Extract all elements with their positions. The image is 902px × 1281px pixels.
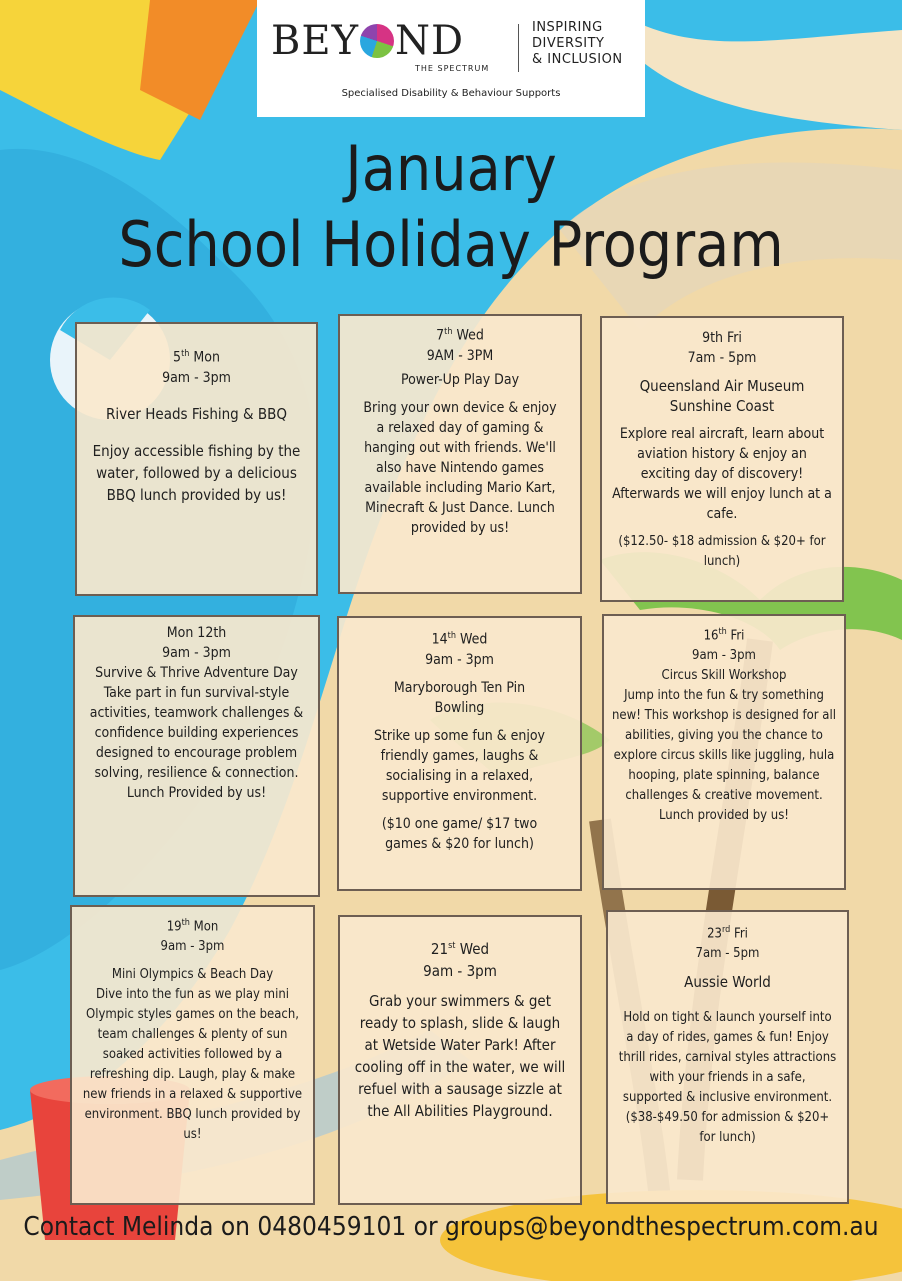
event-name: Maryborough Ten Pin Bowling bbox=[393, 679, 526, 716]
event-time: 9AM - 3PM bbox=[426, 347, 494, 364]
event-desc: Hold on tight & launch yourself into a day of rides, games & fun! Enjoy thrill rides, carnival styles attractions with your friends in a safe, supported & inclusive environment. bbox=[618, 1010, 837, 1106]
event-card: 9th Fri 7am - 5pm Queensland Air Museum Sunshine Coast Explore real aircraft, learn about aviation history & enjoy an exciting day of discovery! Afterwards we will enjoy lunch at a cafe. ($12.50- $18 admission & $20+ for lunch) bbox=[600, 316, 844, 602]
event-time: 9am - 3pm bbox=[423, 962, 497, 980]
event-time: 7am - 5pm bbox=[687, 350, 757, 366]
event-desc: Enjoy accessible fishing by the water, followed by a delicious BBQ lunch provided by us! bbox=[92, 441, 301, 504]
event-card: 5th Mon 9am - 3pm River Heads Fishing & BBQ Enjoy accessible fishing by the water, followed by a delicious BBQ lunch provided by us! bbox=[75, 322, 318, 596]
event-time: 9am - 3pm bbox=[162, 369, 231, 386]
event-time: 9am - 3pm bbox=[692, 648, 756, 664]
brand-strapline: Specialised Disability & Behaviour Supports bbox=[341, 88, 561, 99]
event-cost: ($38-$49.50 for admission & $20+ for lunch) bbox=[625, 1110, 830, 1146]
event-card: 21st Wed 9am - 3pm Grab your swimmers & get ready to splash, slide & laugh at Wetside Water Park! After cooling off in the water, we will refuel with a sausage sizzle at the All Abilities Playground. bbox=[338, 915, 582, 1205]
event-time: 7am - 5pm bbox=[695, 946, 760, 962]
event-name: River Heads Fishing & BBQ bbox=[106, 404, 287, 423]
title-month: January bbox=[345, 132, 557, 205]
event-cost: ($12.50- $18 admission & $20+ for lunch) bbox=[618, 534, 826, 569]
event-name: Queensland Air Museum Sunshine Coast bbox=[639, 377, 805, 415]
logo-divider bbox=[518, 24, 519, 72]
event-desc: Explore real aircraft, learn about aviation history & enjoy an exciting day of discovery! Afterwards we will enjoy lunch at a cafe. bbox=[612, 426, 832, 522]
event-name: Power-Up Play Day bbox=[400, 371, 520, 388]
brand-tagline: INSPIRING DIVERSITY & INCLUSION bbox=[532, 20, 623, 67]
brand-wordmark: BEY ND bbox=[271, 18, 465, 64]
event-time: 9am - 3pm bbox=[160, 939, 225, 955]
event-name: Survive & Thrive Adventure Day bbox=[95, 665, 298, 681]
event-card: 7th Wed 9AM - 3PM Power-Up Play Day Bring your own device & enjoy a relaxed day of gaming & hanging out with friends. We'll also have Nintendo games available including Mario Kart, Minecraft & Just Dance. Lunch provided by us! bbox=[338, 314, 582, 594]
event-name: Mini Olympics & Beach Day bbox=[111, 967, 274, 983]
event-card: 23rd Fri 7am - 5pm Aussie World Hold on tight & launch yourself into a day of rides, games & fun! Enjoy thrill rides, carnival styles attractions with your friends in a safe, supported & inclusive environment. ($38-$49.50 for admission & $20+ for lunch) bbox=[606, 910, 849, 1204]
event-desc: Dive into the fun as we play mini Olympic styles games on the beach, team challenges & plenty of sun soaked activities followed by a refreshing dip. Laugh, play & make new friends in a relaxed & supportive environment. BBQ lunch provided by us! bbox=[82, 987, 303, 1143]
contact-line: Contact Melinda on 0480459101 or groups@beyondthespectrum.com.au bbox=[23, 1212, 879, 1242]
title-program: School Holiday Program bbox=[118, 208, 784, 281]
event-name: Circus Skill Workshop bbox=[661, 668, 787, 684]
event-name: Aussie World bbox=[684, 973, 771, 992]
event-cost: ($10 one game/ $17 two games & $20 for lunch) bbox=[381, 815, 538, 852]
logo-panel bbox=[257, 0, 645, 117]
event-time: 9am - 3pm bbox=[425, 651, 494, 668]
event-card: 19th Mon 9am - 3pm Mini Olympics & Beach Day Dive into the fun as we play mini Olympic styles games on the beach, team challenges & plenty of sun soaked activities followed by a refreshing dip. Laugh, play & make new friends in a relaxed & supportive environment. BBQ lunch provided by us! bbox=[70, 905, 315, 1205]
spectrum-o-icon bbox=[360, 24, 394, 58]
event-card: 14th Wed 9am - 3pm Maryborough Ten Pin Bowling Strike up some fun & enjoy friendly games, laughs & socialising in a relaxed, supportive environment. ($10 one game/ $17 two games & $20 for lunch) bbox=[337, 616, 582, 891]
event-desc: Take part in fun survival-style activities, teamwork challenges & confidence building experiences designed to encourage problem solving, resilience & connection. Lunch Provided by us! bbox=[89, 685, 304, 801]
event-card: Mon 12th 9am - 3pm Survive & Thrive Adventure Day Take part in fun survival-style activities, teamwork challenges & confidence building experiences designed to encourage problem solving, resilience & connection. Lunch Provided by us! bbox=[73, 615, 320, 897]
event-card: 16th Fri 9am - 3pm Circus Skill Workshop Jump into the fun & try something new! This workshop is designed for all abilities, giving you the chance to explore circus skills like juggling, hula hooping, plate spinning, balance challenges & creative movement. Lunch provided by us! bbox=[602, 614, 846, 890]
event-desc: Strike up some fun & enjoy friendly games, laughs & socialising in a relaxed, supportive environment. bbox=[373, 727, 546, 804]
brand-subtitle: THE SPECTRUM bbox=[415, 64, 490, 73]
event-desc: Grab your swimmers & get ready to splash, slide & laugh at Wetside Water Park! After cooling off in the water, we will refuel with a sausage sizzle at the All Abilities Playground. bbox=[354, 992, 566, 1120]
event-desc: Jump into the fun & try something new! This workshop is designed for all abilities, giving you the chance to explore circus skills like juggling, hula hooping, plate spinning, balance challenges & creative movement. Lunch provided by us! bbox=[612, 688, 836, 824]
event-desc: Bring your own device & enjoy a relaxed day of gaming & hanging out with friends. We'll also have Nintendo games available including Mario Kart, Minecraft & Just Dance. Lunch provided by us! bbox=[363, 399, 557, 536]
event-time: 9am - 3pm bbox=[162, 645, 231, 661]
